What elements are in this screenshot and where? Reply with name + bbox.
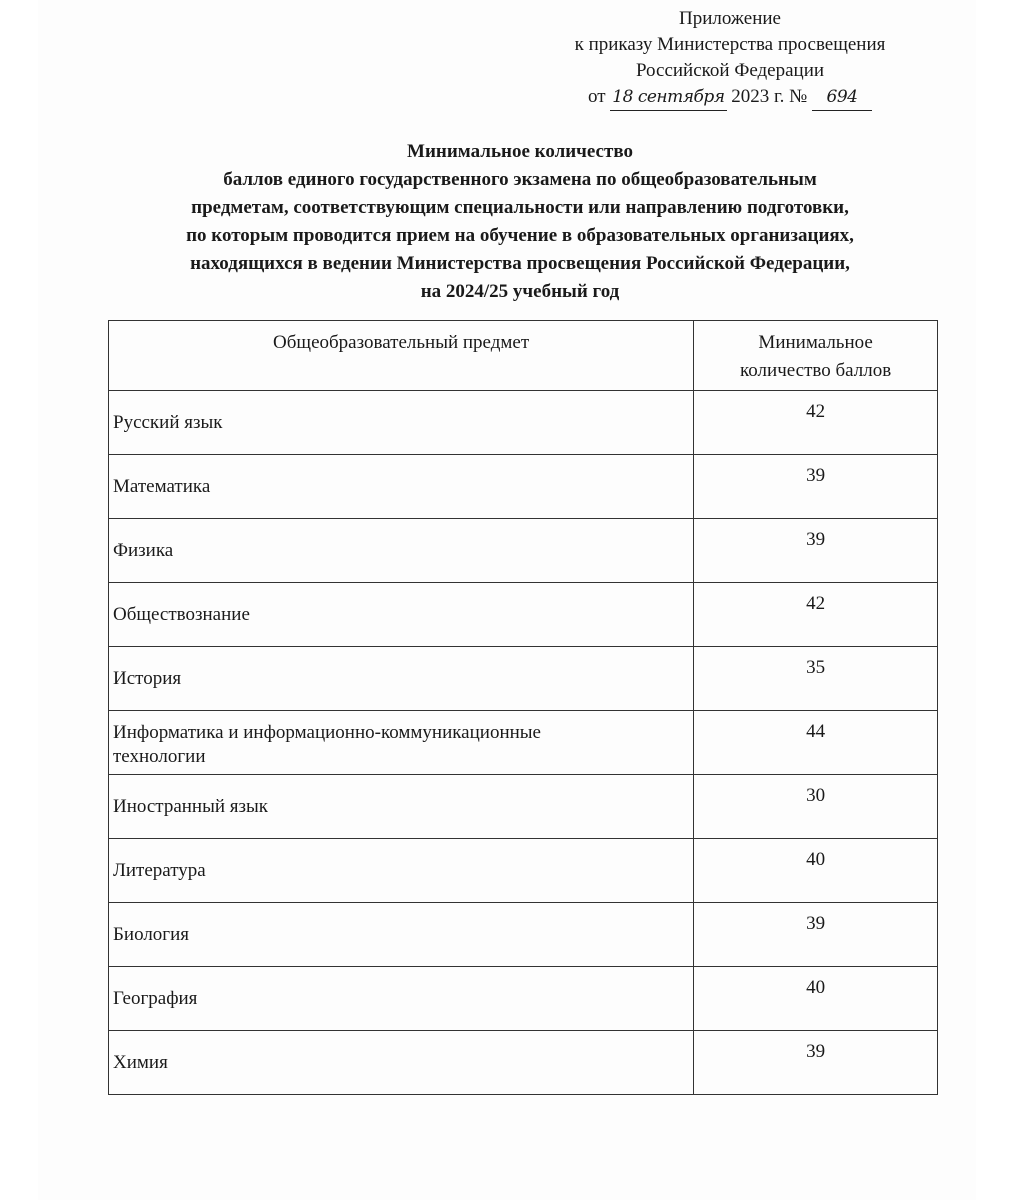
score-cell: 40	[694, 967, 938, 1031]
table-row	[109, 711, 938, 775]
subject-cell: Русский язык	[109, 391, 694, 455]
table-row	[109, 1031, 938, 1095]
score-cell: 39	[694, 519, 938, 583]
table-row	[109, 391, 938, 455]
subject-cell: Литература	[109, 839, 694, 903]
document-title	[60, 138, 980, 306]
appendix-ministry: Российской Федерации	[635, 60, 825, 81]
subject-cell	[109, 711, 694, 775]
appendix-order-ref: к приказу Министерства просвещения	[574, 34, 886, 55]
title-line-4: по которым проводится прием на обучение в образовательных организациях,	[186, 225, 854, 246]
table-row	[109, 583, 938, 647]
table-row	[109, 455, 938, 519]
subject-cell: История	[109, 647, 694, 711]
table-row	[109, 647, 938, 711]
appendix-header	[520, 6, 940, 111]
subject-cell: Физика	[109, 519, 694, 583]
table-row	[109, 967, 938, 1031]
date-year: 2023 г. №	[731, 86, 808, 107]
table-row	[109, 775, 938, 839]
subject-line-1: Информатика и информационно-коммуникационные	[113, 722, 541, 743]
score-cell: 35	[694, 647, 938, 711]
header-score-line-1: Минимальное	[758, 332, 873, 353]
title-line-5: находящихся в ведении Министерства просвещения Российской Федерации,	[190, 253, 850, 274]
handwritten-order-number: 694	[812, 84, 872, 111]
subject-cell: Биология	[109, 903, 694, 967]
subject-cell: Химия	[109, 1031, 694, 1095]
subject-cell: Иностранный язык	[109, 775, 694, 839]
score-cell: 39	[694, 1031, 938, 1095]
table-row	[109, 519, 938, 583]
table-header-row	[109, 321, 938, 391]
header-score	[694, 321, 938, 391]
header-score-line-2: количество баллов	[740, 360, 892, 381]
appendix-label: Приложение	[679, 8, 781, 29]
table-row	[109, 839, 938, 903]
table-row	[109, 903, 938, 967]
score-cell: 40	[694, 839, 938, 903]
handwritten-date: 18 сентября	[610, 84, 726, 111]
appendix-date-line	[520, 84, 940, 111]
title-line-1: Минимальное количество	[407, 141, 633, 162]
header-subject: Общеобразовательный предмет	[109, 321, 694, 391]
date-prefix: от	[587, 86, 606, 107]
scores-table	[108, 320, 938, 1095]
score-cell: 30	[694, 775, 938, 839]
title-line-6: на 2024/25 учебный год	[420, 281, 620, 302]
subject-cell: Математика	[109, 455, 694, 519]
score-cell: 39	[694, 903, 938, 967]
score-cell: 39	[694, 455, 938, 519]
subject-cell: География	[109, 967, 694, 1031]
subject-cell: Обществознание	[109, 583, 694, 647]
score-cell: 42	[694, 583, 938, 647]
subject-line-2: технологии	[113, 746, 206, 767]
score-cell: 44	[694, 711, 938, 775]
title-line-3: предметам, соответствующим специальности или направлению подготовки,	[191, 197, 849, 218]
title-line-2: баллов единого государственного экзамена по общеобразовательным	[223, 169, 817, 190]
score-cell: 42	[694, 391, 938, 455]
